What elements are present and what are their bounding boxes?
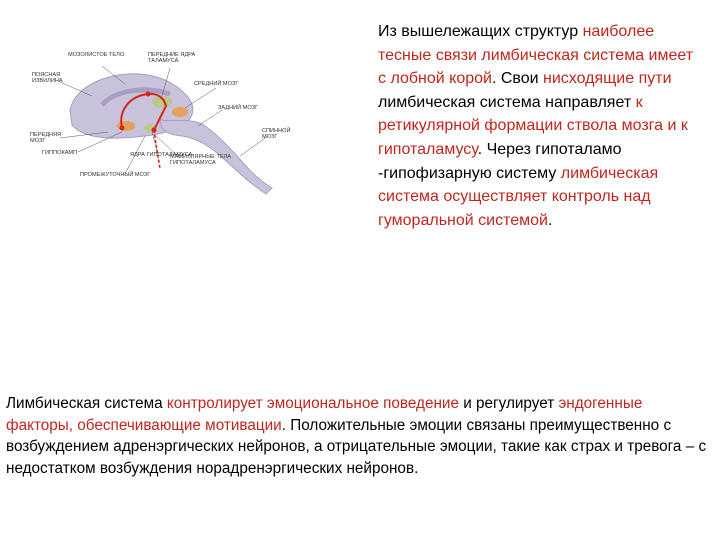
text-span: . <box>547 211 553 229</box>
label-midbrain: СРЕДНИЙ МОЗГ <box>194 81 239 87</box>
pathway-node <box>120 126 125 131</box>
highlight-frontal-cortex: наиболее тесные связи лимбическая система имеет с лобной корой <box>378 23 694 88</box>
highlight-reticular-formation: к ретикулярной формации ствола мозга и к гипоталамусу <box>378 93 688 158</box>
highlight-emotional-behavior: контролирует эмоциональное поведение <box>166 395 459 412</box>
label-spinal-cord: СПИННОЙ МОЗГ <box>262 128 291 141</box>
label-cingulate-gyrus: ПОЯСНАЯ ИЗВИЛИНА <box>32 72 63 85</box>
label-anterior-commissure: ПЕРЕДНЯЯ МОЗГ <box>30 132 62 145</box>
label-hypothalamus-nucleus: ЯДРА ГИПОТАЛАМУСА <box>130 152 193 158</box>
label-diencephalon: ПРОМЕЖУТОЧНЫЙ МОЗГ <box>80 172 151 178</box>
label-hippocampus: ГИППОКАМП <box>42 150 78 156</box>
label-corpus-callosum: МОЗОЛИСТОЕ ТЕЛО <box>68 52 125 58</box>
label-anterior-thalamus: ПЕРЕДНИЕ ЯДРА ТАЛАМУСА <box>148 52 196 65</box>
text-span: и регулирует <box>459 395 559 412</box>
label-mammillary-bodies: МАМИЛЛЯРНЫЕ ТЕЛА ГИПОТАЛАМУСА <box>170 154 232 167</box>
text-span: лимбическая система направляет <box>378 93 636 111</box>
label-hindbrain: ЗАДНИЙ МОЗГ <box>218 105 259 111</box>
pathway-node <box>146 92 151 97</box>
midbrain-shape <box>172 107 188 117</box>
text-span: . Через гипоталамо -гипофизарную систему <box>378 140 622 182</box>
text-span: . Свои <box>491 70 543 88</box>
text-span: Из вышележащих структур <box>378 23 583 40</box>
right-paragraph <box>378 20 698 232</box>
pathway-node <box>152 128 157 133</box>
hippocampus-shape <box>117 121 135 131</box>
highlight-descending-paths: нисходящие пути <box>543 70 672 88</box>
brain-illustration <box>30 40 310 205</box>
limbic-system-diagram <box>30 40 310 205</box>
highlight-humoral-control: лимбическая система осуществляет контроль над гуморальной системой <box>378 164 659 229</box>
highlight-endogenous-factors: эндогенные факторы, обеспечивающие мотивации <box>6 395 643 434</box>
text-span: Лимбическая система <box>6 395 167 412</box>
descending-path <box>154 130 160 168</box>
text-span: . Положительные эмоции связаны преимущественно с возбуждением адренэргических нейронов, а отрицательные эмоции, такие как страх и тревога – с недостатком возбуждения норадренэргических нейронов. <box>6 416 707 478</box>
bottom-paragraph <box>6 393 711 480</box>
